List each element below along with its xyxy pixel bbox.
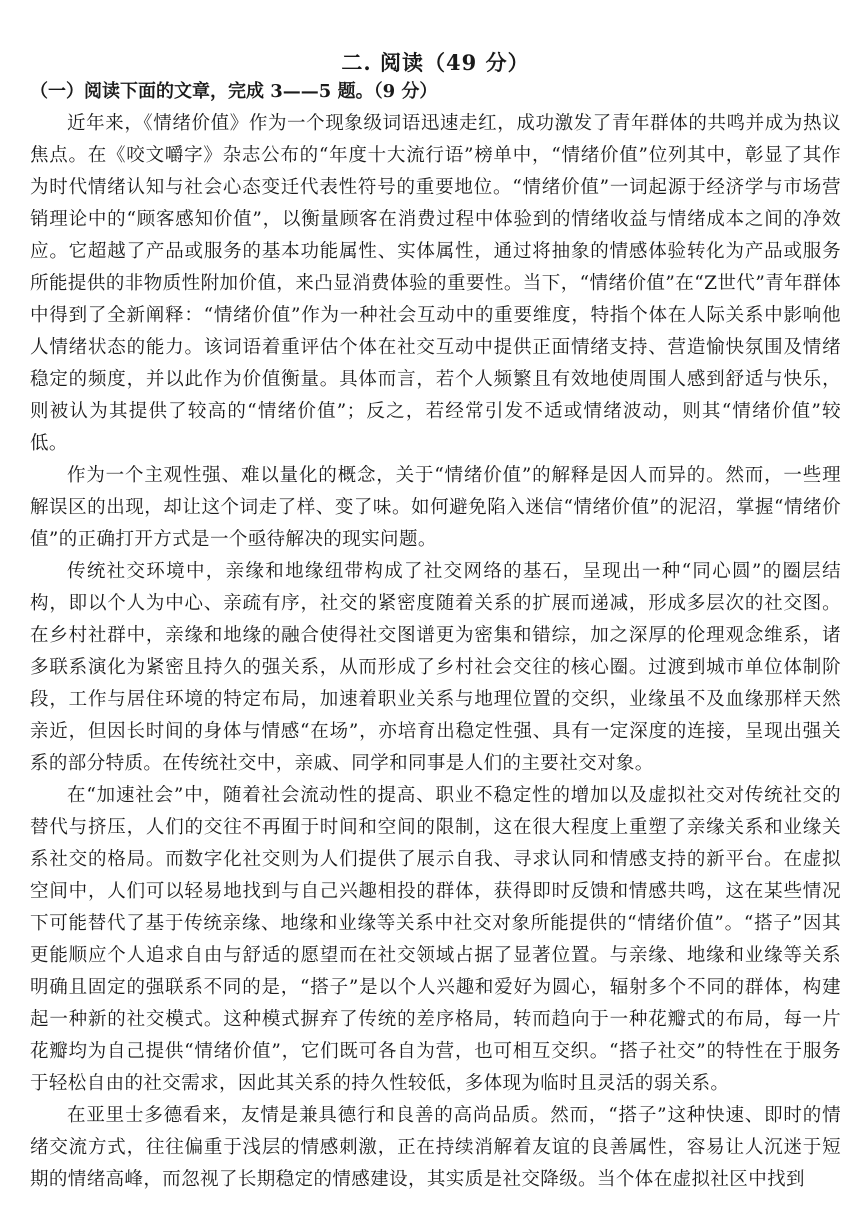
article-paragraph: 在亚里士多德看来，友情是兼具德行和良善的高尚品质。然而，“搭子”这种快速、即时的情绪交流方式，往往偏重于浅层的情感刺激，正在持续消解着友谊的良善属性，容易让人沉迷于短期的情绪高峰，而忽视了长期稳定的情感建设，其实质是社交降级。当个体在虚拟社区中找到 (30, 1105, 841, 1190)
article-paragraph: 近年来，《情绪价值》作为一个现象级词语迅速走红，成功激发了青年群体的共鸣并成为热议焦点。在《咬文嚼字》杂志公布的“年度十大流行语”榜单中，“情绪价值”位列其中，彰显了其作为时代情绪认知与社会心态变迁代表性符号的重要地位。“情绪价值”一词起源于经济学与市场营销理论中的“顾客感知价值”，以衡量顾客在消费过程中体验到的情绪收益与情绪成本之间的净效应。它超越了产品或服务的基本功能属性、实体属性，通过将抽象的情感体验转化为产品或服务所能提供的非物质性附加价值，来凸显消费体验的重要性。当下，“情绪价值”在“Z世代”青年群体中得到了全新阐释：“情绪价值”作为一种社会互动中的重要维度，特指个体在人际关系中影响他人情绪状态的能力。该词语着重评估个体在社交互动中提供正面情绪支持、营造愉快氛围及情绪稳定的频度，并以此作为价值衡量。具体而言，若个人频繁且有效地使周围人感到舒适与快乐，则被认为其提供了较高的“情绪价值”；反之，若经常引发不适或情绪波动，则其“情绪价值”较低。 (30, 113, 841, 454)
reading-article (30, 108, 841, 1196)
article-paragraph: 作为一个主观性强、难以量化的概念，关于“情绪价值”的解释是因人而异的。然而，一些理解误区的出现，却让这个词走了样、变了味。如何避免陷入迷信“情绪价值”的泥沼，掌握“情绪价值”的正确打开方式是一个亟待解决的现实问题。 (30, 465, 841, 550)
article-paragraph: 在“加速社会”中，随着社会流动性的提高、职业不稳定性的增加以及虚拟社交对传统社交的替代与挤压，人们的交往不再囿于时间和空间的限制，这在很大程度上重塑了亲缘关系和业缘关系社交的格局。而数字化社交则为人们提供了展示自我、寻求认同和情感支持的新平台。在虚拟空间中，人们可以轻易地找到与自己兴趣相投的群体，获得即时反馈和情感共鸣，这在某些情况下可能替代了基于传统亲缘、地缘和业缘等关系中社交对象所能提供的“情绪价值”。“搭子”因其更能顺应个人追求自由与舒适的愿望而在社交领域占据了显著位置。与亲缘、地缘和业缘等关系明确且固定的强联系不同的是，“搭子”是以个人兴趣和爱好为圆心，辐射多个不同的群体，构建起一种新的社交模式。这种模式摒弃了传统的差序格局，转而趋向于一种花瓣式的布局，每一片花瓣均为自己提供“情绪价值”，它们既可各自为营，也可相互交织。“搭子社交”的特性在于服务于轻松自由的社交需求，因此其关系的持久性较低，多体现为临时且灵活的弱关系。 (30, 785, 841, 1094)
section-title: 二. 阅读（49 分） (341, 50, 530, 75)
article-paragraph: 传统社交环境中，亲缘和地缘纽带构成了社交网络的基石，呈现出一种“同心圆”的圈层结构，即以个人为中心、亲疏有序，社交的紧密度随着关系的扩展而递减，形成多层次的社交图。在乡村社群中，亲缘和地缘的融合使得社交图谱更为密集和错综，加之深厚的伦理观念维系，诸多联系演化为紧密且持久的强关系，从而形成了乡村社会交往的核心圈。过渡到城市单位体制阶段，工作与居住环境的特定布局，加速着职业关系与地理位置的交织，业缘虽不及血缘那样天然亲近，但因长时间的身体与情感“在场”，亦培育出稳定性强、具有一定深度的连接，呈现出强关系的部分特质。在传统社交中，亲戚、同学和同事是人们的主要社交对象。 (30, 561, 841, 774)
subsection-title: （一）阅读下面的文章，完成 3——5 题。（9 分） (30, 81, 438, 102)
